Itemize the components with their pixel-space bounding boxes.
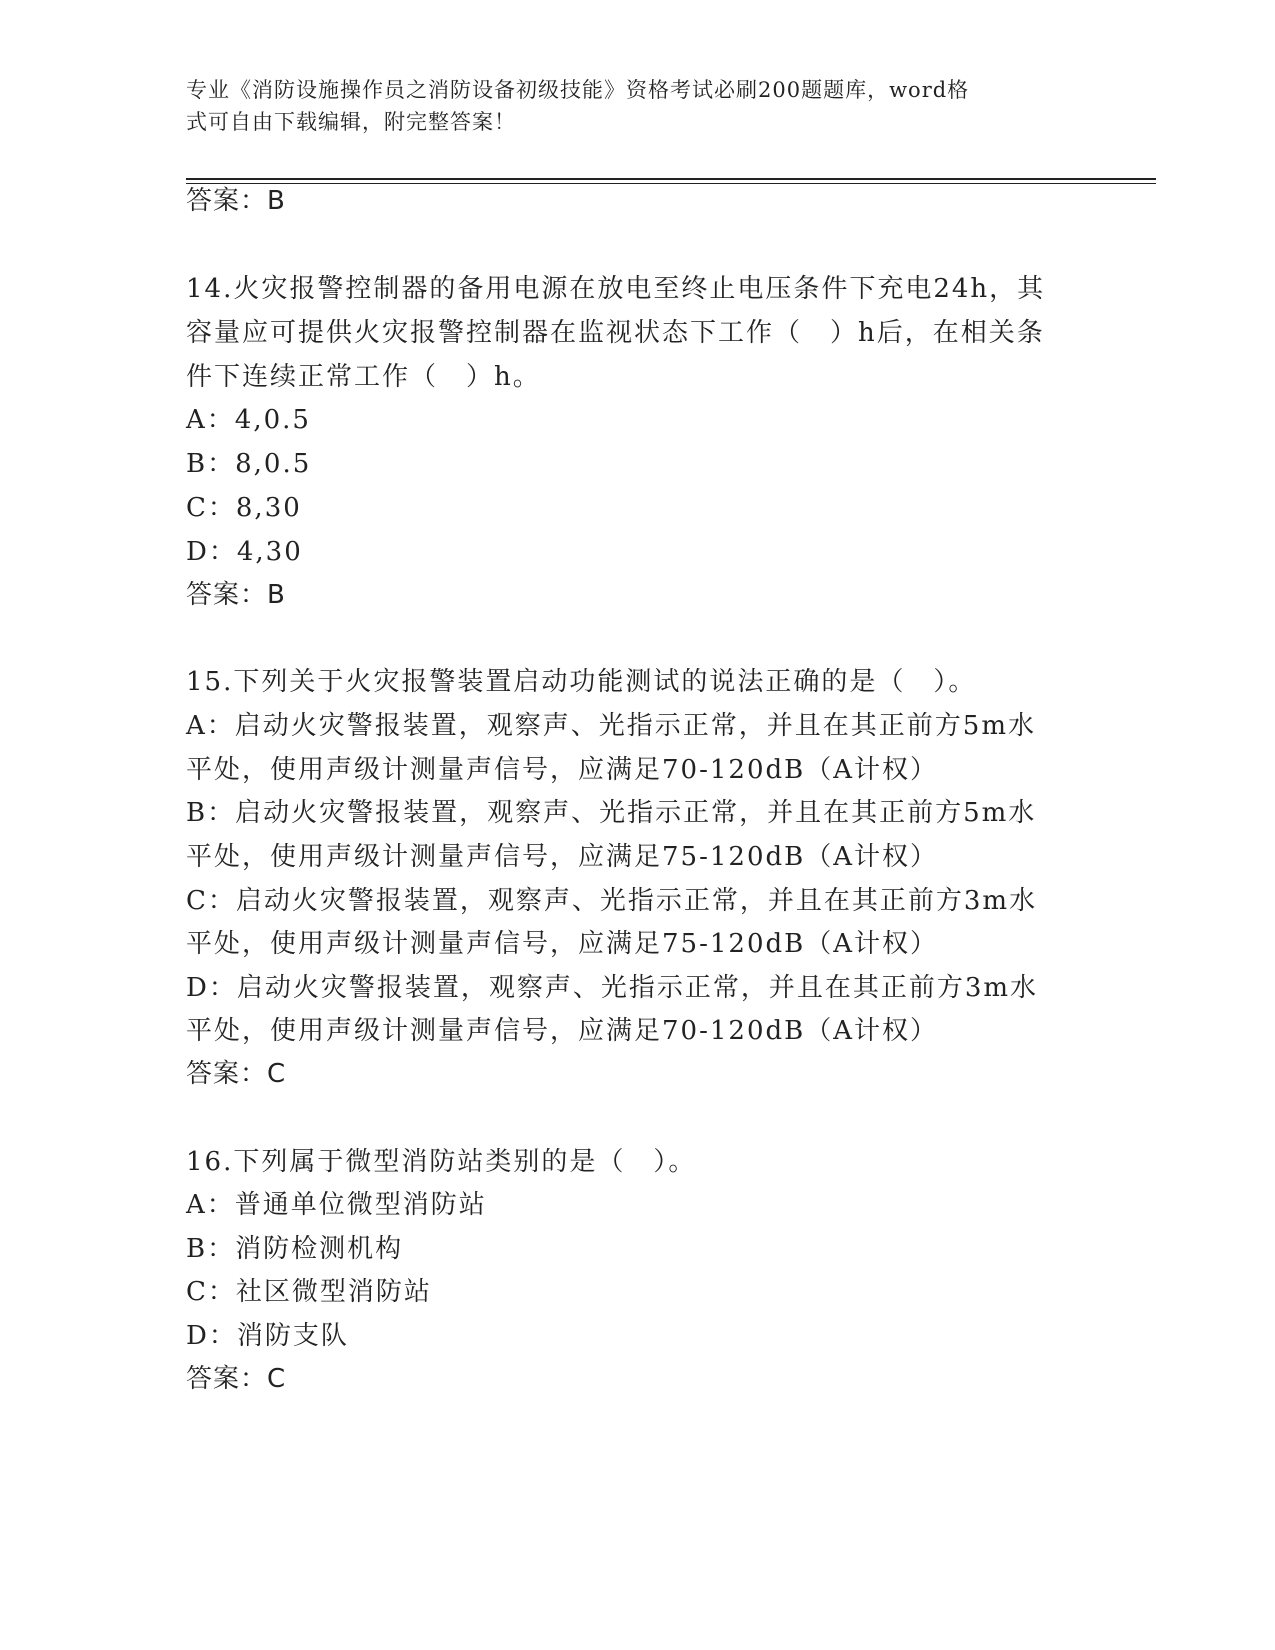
question-15-option-d-line-2: 平处，使用声级计测量声信号，应满足70-120dB（A计权） <box>186 1016 939 1046</box>
question-15-stem: 15.下列关于火灾报警装置启动功能测试的说法正确的是（ ）。 <box>186 667 977 697</box>
question-14-answer: 答案：B <box>186 580 286 610</box>
question-15-option-c-line-2: 平处，使用声级计测量声信号，应满足75-120dB（A计权） <box>186 929 939 959</box>
question-14-option-b: B：8,0.5 <box>186 449 312 479</box>
question-15-option-b-line-2: 平处，使用声级计测量声信号，应满足75-120dB（A计权） <box>186 842 939 872</box>
question-14-option-a: A：4,0.5 <box>186 405 311 435</box>
header-divider-thin <box>186 183 1156 184</box>
question-14-stem-line-1: 14.火灾报警控制器的备用电源在放电至终止电压条件下充电24h，其 <box>186 274 1046 304</box>
header-line-1: 专业《消防设施操作员之消防设备初级技能》资格考试必刷200题题库，word格 <box>186 78 970 102</box>
question-14-option-d: D：4,30 <box>186 537 303 567</box>
question-15-option-d-line-1: D：启动火灾警报装置，观察声、光指示正常，并且在其正前方3m水 <box>186 973 1039 1003</box>
answer-previous: 答案：B <box>186 186 286 216</box>
question-16-option-b: B：消防检测机构 <box>186 1234 404 1264</box>
question-16-stem: 16.下列属于微型消防站类别的是（ ）。 <box>186 1147 697 1177</box>
header-line-2: 式可自由下载编辑，附完整答案！ <box>186 110 516 134</box>
question-15-option-b-line-1: B：启动火灾警报装置，观察声、光指示正常，并且在其正前方5m水 <box>186 798 1037 828</box>
header-divider-thick <box>186 178 1156 180</box>
question-16-option-a: A：普通单位微型消防站 <box>186 1190 487 1220</box>
question-14-stem-line-3: 件下连续正常工作（ ）h。 <box>186 362 541 392</box>
question-16-answer: 答案：C <box>186 1364 287 1394</box>
question-15-option-a-line-2: 平处，使用声级计测量声信号，应满足70-120dB（A计权） <box>186 755 939 785</box>
question-15-answer: 答案：C <box>186 1059 287 1089</box>
question-15-option-c-line-1: C：启动火灾警报装置，观察声、光指示正常，并且在其正前方3m水 <box>186 886 1038 916</box>
question-15-option-a-line-1: A：启动火灾警报装置，观察声、光指示正常，并且在其正前方5m水 <box>186 711 1036 741</box>
document-header <box>186 74 1086 138</box>
question-16-option-c: C：社区微型消防站 <box>186 1277 432 1307</box>
question-14-option-c: C：8,30 <box>186 493 302 523</box>
question-14-stem-line-2: 容量应可提供火灾报警控制器在监视状态下工作（ ）h后，在相关条 <box>186 318 1045 348</box>
question-16-option-d: D：消防支队 <box>186 1321 349 1351</box>
